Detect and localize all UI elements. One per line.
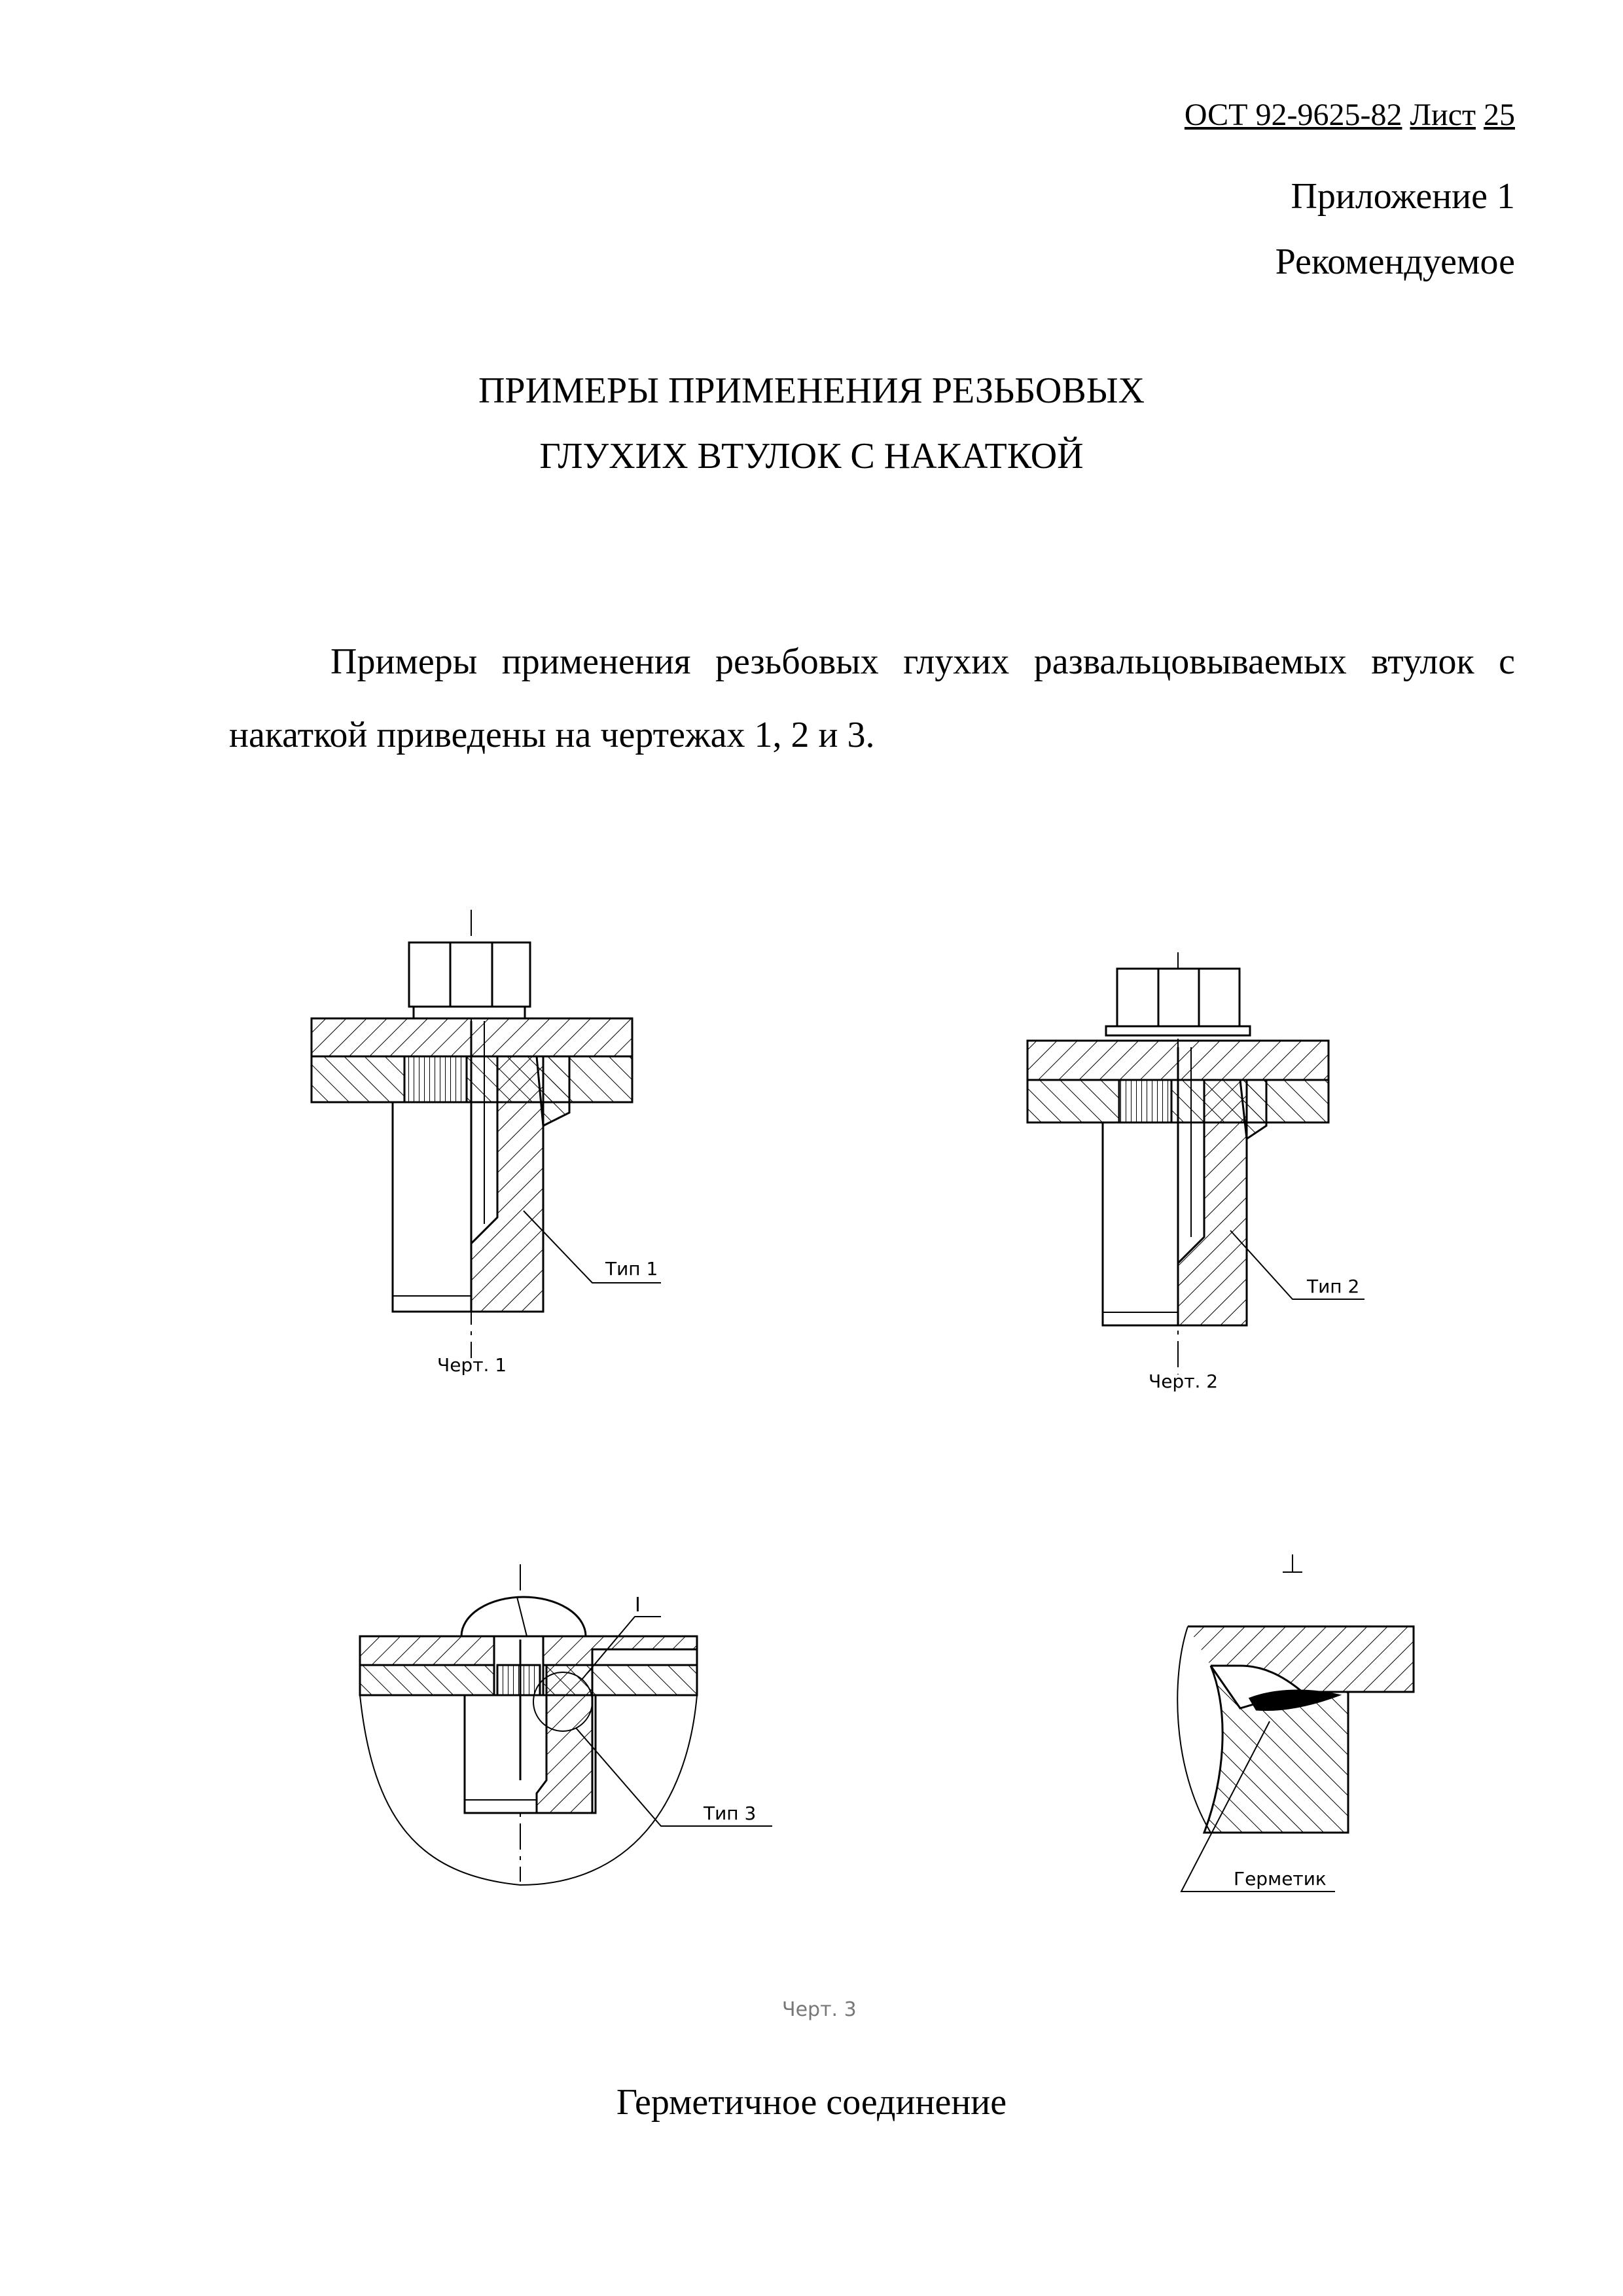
figure-3-drawing xyxy=(360,1564,772,1885)
sheet-label: Лист xyxy=(1410,98,1476,132)
figure-1-drawing xyxy=(312,910,661,1358)
sheet-number: 25 xyxy=(1484,98,1515,132)
figure-2-caption: Черт. 2 xyxy=(1149,1371,1219,1392)
figure-3-detail-mark: I xyxy=(635,1594,641,1617)
appendix-label: Приложение 1 xyxy=(1291,176,1515,217)
figure-1-type-label: Тип 1 xyxy=(605,1258,658,1280)
body-paragraph-text: Примеры применения резьбовых глухих развальцовываемых втулок с накаткой приведены на чертежах 1, 2 и 3. xyxy=(229,641,1515,755)
figure-2-type-label: Тип 2 xyxy=(1307,1276,1360,1297)
figure-2-drawing xyxy=(1027,952,1364,1374)
figure-1-caption: Черт. 1 xyxy=(437,1354,507,1376)
detail-view-drawing xyxy=(1177,1554,1414,1892)
page-title-line-1: ПРИМЕРЫ ПРИМЕНЕНИЯ РЕЗЬБОВЫХ xyxy=(478,370,1145,411)
sealant-label: Герметик xyxy=(1234,1868,1327,1890)
appendix-status: Рекомендуемое xyxy=(1275,242,1515,282)
document-id: ОСТ 92-9625-82 xyxy=(1184,98,1402,132)
page-title-line-2: ГЛУХИХ ВТУЛОК С НАКАТКОЙ xyxy=(539,436,1084,476)
figure-3-caption: Черт. 3 xyxy=(782,1998,857,2021)
figure-3-type-label: Тип 3 xyxy=(704,1803,757,1824)
bottom-caption: Герметичное соединение xyxy=(616,2082,1007,2123)
